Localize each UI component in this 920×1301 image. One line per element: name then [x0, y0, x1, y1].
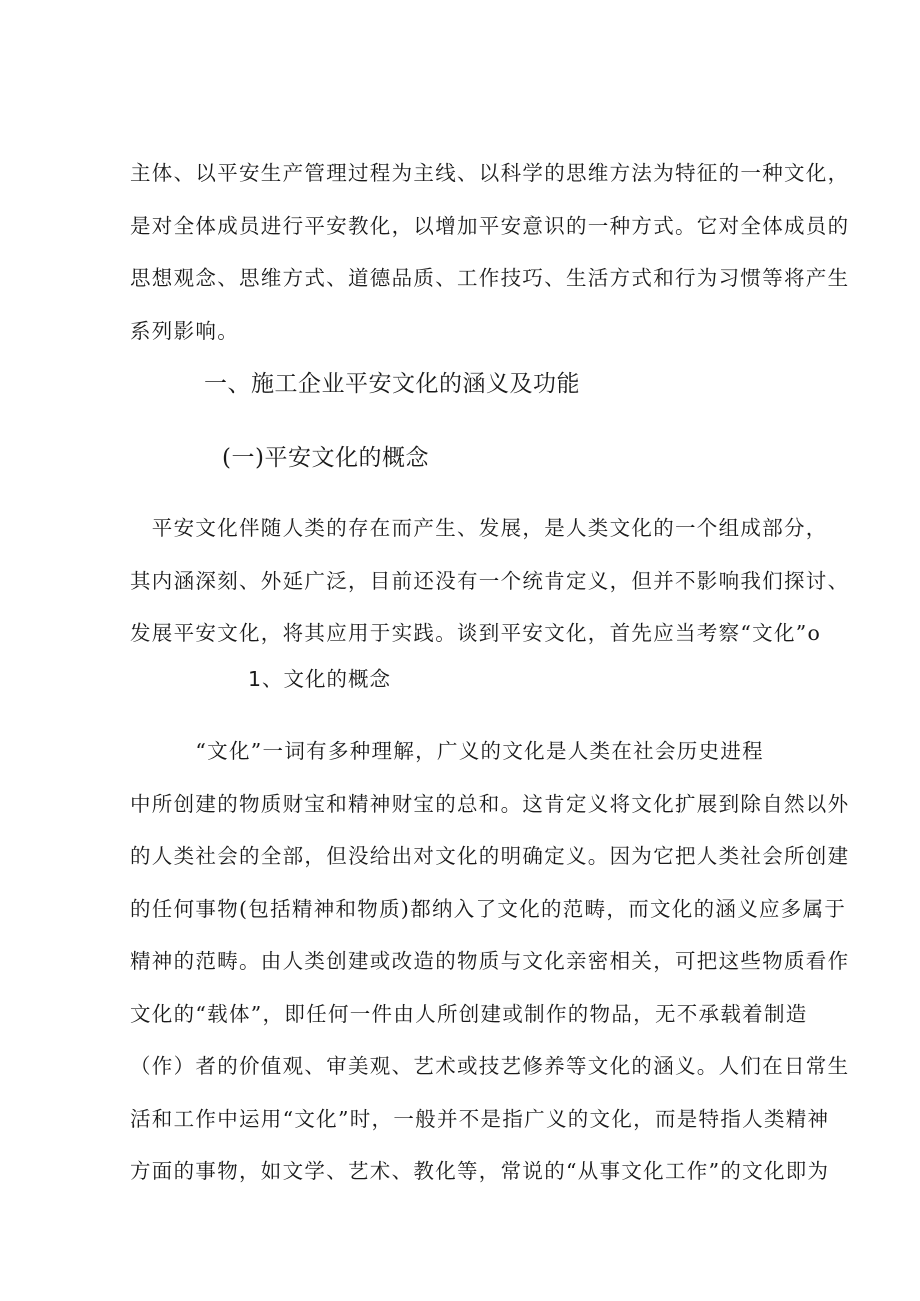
paragraph-line: 是对全体成员进行平安教化，以增加平安意识的一种方式。它对全体成员的 — [130, 213, 850, 238]
culture-paragraph — [130, 725, 850, 1198]
paragraph-line: （作）者的价值观、审美观、艺术或技艺修养等文化的涵义。人们在日常生 — [130, 1054, 850, 1078]
intro-paragraph — [130, 147, 850, 357]
paragraph-line: 的任何事物(包括精神和物质)都纳入了文化的范畴，而文化的涵义应多属于 — [130, 896, 847, 921]
paragraph-line: 的人类社会的全部，但没给出对文化的明确定义。因为它把人类社会所创建 — [130, 844, 850, 868]
paragraph-line: 系列影响。 — [130, 318, 239, 343]
paragraph-line: 发展平安文化，将其应用于实践。谈到平安文化，首先应当考察“文化”o — [130, 621, 822, 645]
paragraph-line: 中所创建的物质财宝和精神财宝的总和。这肯定义将文化扩展到除自然以外 — [130, 791, 850, 816]
paragraph-line: 精神的范畴。由人类创建或改造的物质与文化亲密相关，可把这些物质看作 — [130, 949, 850, 973]
item-heading: 1、文化的概念 — [248, 667, 392, 691]
paragraph-line: 其内涵深刻、外延广泛，目前还没有一个统肯定义，但并不影响我们探讨、 — [130, 568, 850, 593]
paragraph-line: 方面的事物，如文学、艺术、教化等，常说的“从事文化工作”的文化即为 — [130, 1159, 830, 1183]
subsection-heading: (一)平安文化的概念 — [222, 445, 429, 471]
paragraph-line: “文化”一词有多种理解，广义的文化是人类在社会历史进程 — [130, 739, 764, 763]
section-heading: 一、施工企业平安文化的涵义及功能 — [204, 371, 580, 397]
paragraph-line: 文化的“载体”，即任何一件由人所创建或制作的物品，无不承载着制造 — [130, 1001, 808, 1026]
paragraph-line: 活和工作中运用“文化”时，一般并不是指广义的文化，而是特指人类精神 — [130, 1106, 830, 1131]
concept-paragraph — [130, 502, 850, 660]
paragraph-line: 思想观念、思维方式、道德品质、工作技巧、生活方式和行为习惯等将产生 — [130, 266, 850, 290]
paragraph-line: 主体、以平安生产管理过程为主线、以科学的思维方法为特征的一种文化， — [130, 161, 850, 185]
paragraph-line: 平安文化伴随人类的存在而产生、发展，是人类文化的一个组成部分， — [130, 516, 828, 540]
